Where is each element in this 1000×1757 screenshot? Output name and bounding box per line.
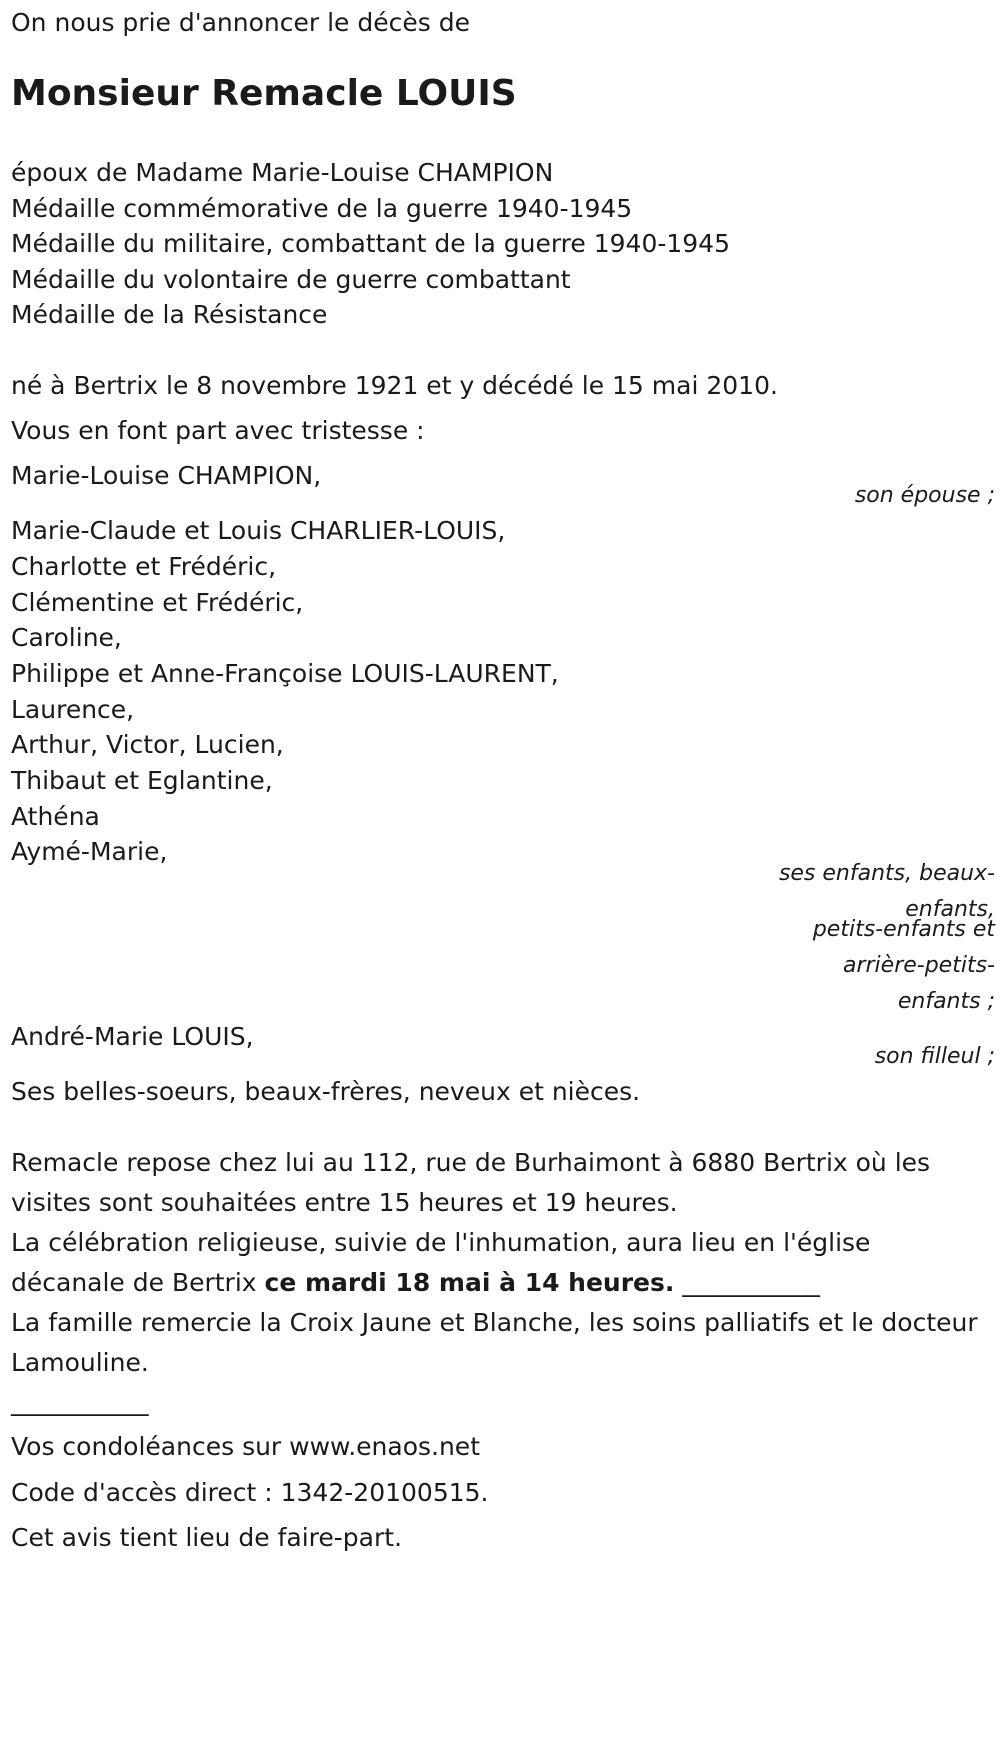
- family-member: Laurence,: [11, 695, 135, 724]
- family-member: Caroline,: [11, 623, 122, 652]
- family-member: Charlotte et Frédéric,: [11, 552, 277, 581]
- title-line: Médaille de la Résistance: [11, 300, 328, 329]
- intro-text: On nous prie d'annoncer le décès de: [11, 8, 470, 37]
- godson-name: André-Marie LOUIS,: [11, 1022, 254, 1051]
- family-member: Athéna: [11, 802, 100, 831]
- children-relation-line: enfants ;: [897, 989, 995, 1014]
- family-member: Arthur, Victor, Lucien,: [11, 730, 284, 759]
- ceremony-rule: ___________: [674, 1268, 820, 1297]
- family-member: Marie-Claude et Louis CHARLIER-LOUIS,: [11, 516, 506, 545]
- children-relation-line: ses enfants, beaux-: [778, 861, 995, 886]
- visit-text: Remacle repose chez lui au 112, rue de Burhaimont à 6880 Bertrix où les visites sont souhaitées entre 15 heures et 19 heures.: [11, 1148, 931, 1217]
- announce-text: Vous en font part avec tristesse :: [11, 416, 425, 445]
- children-relation-line: petits-enfants et: [812, 917, 995, 942]
- title-line: époux de Madame Marie-Louise CHAMPION: [11, 158, 554, 187]
- family-member: Thibaut et Eglantine,: [11, 766, 273, 795]
- family-member: Clémentine et Frédéric,: [11, 588, 304, 617]
- ceremony-text: [11, 1223, 986, 1303]
- deceased-name: Monsieur Remacle LOUIS: [11, 73, 517, 114]
- closing-text: Cet avis tient lieu de faire-part.: [11, 1523, 403, 1552]
- children-relation-line: enfants,: [905, 897, 995, 922]
- thanks-text: La famille remercie la Croix Jaune et Blanche, les soins palliatifs et le docteur Lamouline.: [11, 1308, 978, 1377]
- children-relation-line: arrière-petits-: [842, 953, 995, 978]
- spouse-relation: son épouse ;: [854, 483, 995, 508]
- condolences-text: Vos condoléances sur www.enaos.net: [11, 1432, 480, 1461]
- ceremony-time: ce mardi 18 mai à 14 heures.: [264, 1268, 675, 1297]
- family-member: Philippe et Anne-Françoise LOUIS-LAURENT,: [11, 659, 559, 688]
- spouse-name: Marie-Louise CHAMPION,: [11, 461, 322, 490]
- access-code-text: Code d'accès direct : 1342-20100515.: [11, 1478, 489, 1507]
- title-line: Médaille commémorative de la guerre 1940-1945: [11, 194, 633, 223]
- title-line: Médaille du volontaire de guerre combattant: [11, 265, 571, 294]
- godson-relation: son filleul ;: [874, 1044, 995, 1069]
- birth-death: né à Bertrix le 8 novembre 1921 et y décédé le 15 mai 2010.: [11, 371, 778, 400]
- inlaws-text: Ses belles-soeurs, beaux-frères, neveux et nièces.: [11, 1077, 641, 1106]
- ceremony-plain: La célébration religieuse, suivie de l'inhumation, aura lieu en l'église décanale de Bertrix: [11, 1228, 871, 1297]
- separator-line: ___________: [11, 1387, 149, 1416]
- family-member: Aymé-Marie,: [11, 837, 168, 866]
- title-line: Médaille du militaire, combattant de la guerre 1940-1945: [11, 229, 730, 258]
